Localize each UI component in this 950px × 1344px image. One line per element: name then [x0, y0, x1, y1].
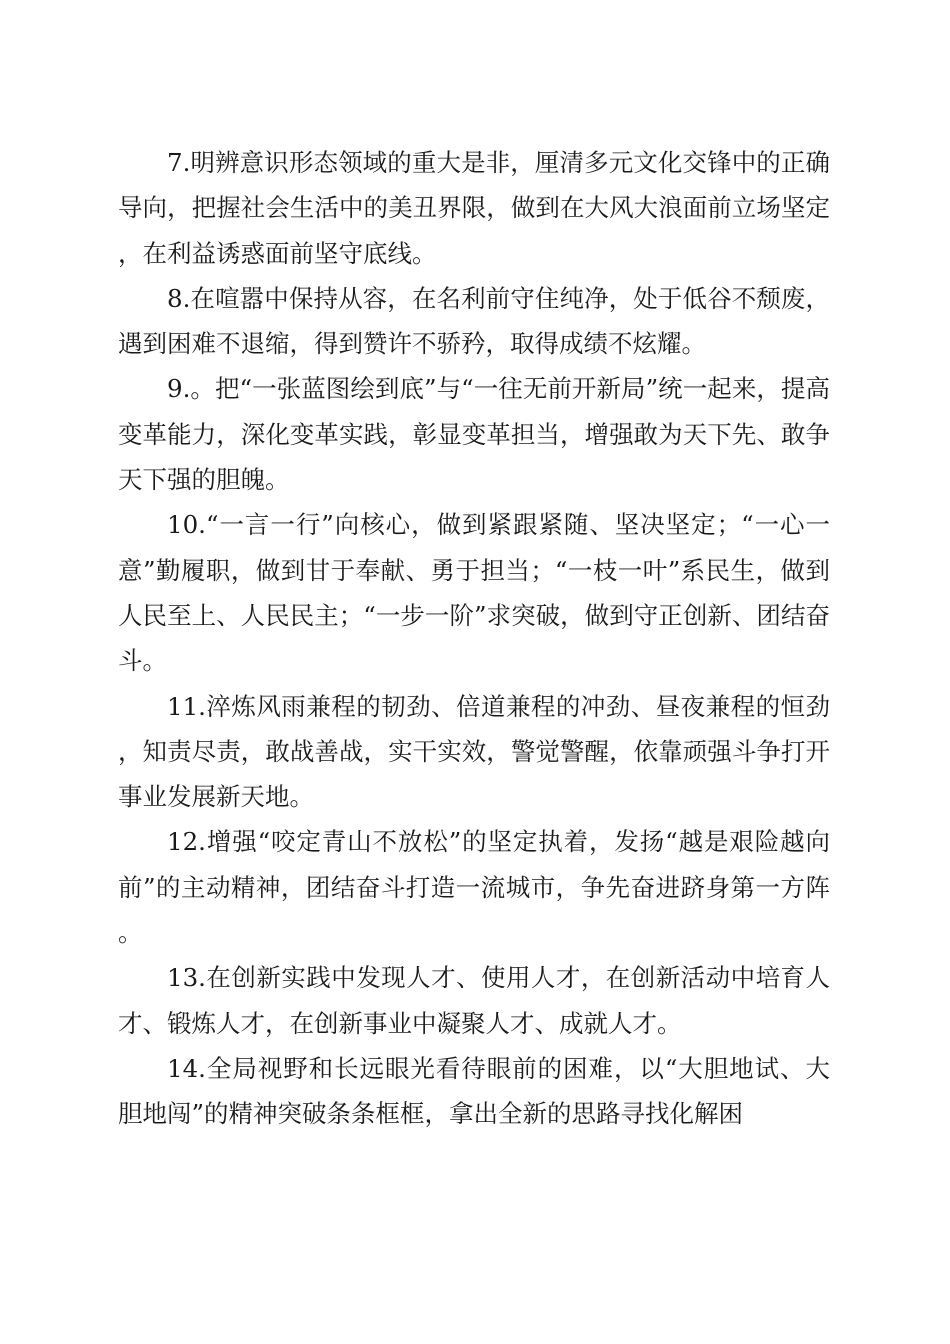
paragraph-9: 9.。把“一张蓝图绘到底”与“一往无前开新局”统一起来，提高变革能力，深化变革实践，彰显变革担当，增强敢为天下先、敢争天下强的胆魄。	[118, 374, 830, 495]
paragraph-13: 13.在创新实践中发现人才、使用人才，在创新活动中培育人才、锻炼人才，在创新事业中凝聚人才、成就人才。	[118, 963, 830, 1038]
document-body	[118, 140, 830, 1137]
paragraph-10: 10.“一言一行”向核心，做到紧跟紧随、坚决坚定；“一心一意”勤履职，做到甘于奉献、勇于担当；“一枝一叶”系民生，做到人民至上、人民民主；“一步一阶”求突破，做到守正创新、团结奋斗。	[118, 510, 830, 676]
paragraph-12: 12.增强“咬定青山不放松”的坚定执着，发扬“越是艰险越向前”的主动精神，团结奋斗打造一流城市，争先奋进跻身第一方阵。	[118, 827, 830, 948]
paragraph-14: 14.全局视野和长远眼光看待眼前的困难，以“大胆地试、大胆地闯”的精神突破条条框框，拿出全新的思路寻找化解困	[118, 1053, 830, 1129]
paragraph-7: 7.明辨意识形态领域的重大是非，厘清多元文化交锋中的正确导向，把握社会生活中的美丑界限，做到在大风大浪面前立场坚定，在利益诱惑面前坚守底线。	[118, 148, 830, 268]
paragraph-8: 8.在喧嚣中保持从容，在名利前守住纯净，处于低谷不颓废，遇到困难不退缩，得到赞许不骄矜，取得成绩不炫耀。	[118, 283, 830, 359]
paragraph-11: 11.淬炼风雨兼程的韧劲、倍道兼程的冲劲、昼夜兼程的恒劲，知责尽责，敢战善战，实干实效，警觉警醒，依靠顽强斗争打开事业发展新天地。	[118, 691, 830, 812]
